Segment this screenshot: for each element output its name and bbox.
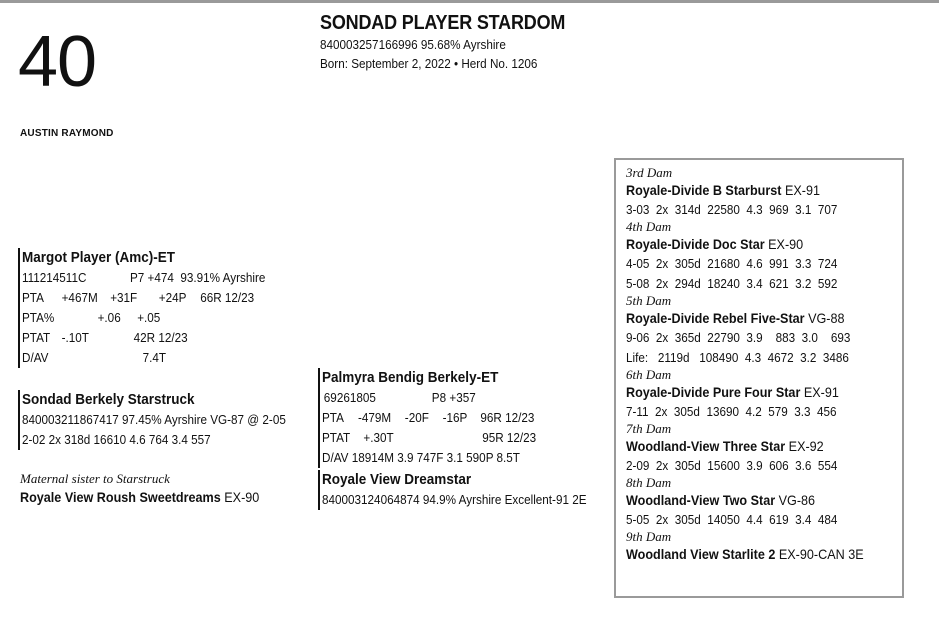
- dam-entry-lifetime-record: Life: 2119d 108490 4.3 4672 3.2 3486: [626, 350, 849, 365]
- sire-ptat-line: [22, 328, 265, 348]
- dam-entry-name: Royale-Divide Rebel Five-Star: [626, 310, 805, 326]
- sire-reg: 111214511C: [22, 270, 87, 285]
- sire-reg-line: [22, 268, 265, 288]
- dam-entry-name-line: [626, 490, 874, 510]
- sire-ptapct-line: [22, 308, 265, 328]
- dam-entry-score: EX-92: [788, 438, 824, 454]
- sister-score: EX-90: [224, 489, 260, 505]
- sire-dav-line: [22, 348, 265, 368]
- dam-entry-record: 5-05 2x 305d 14050 4.4 619 3.4 484: [626, 512, 838, 527]
- dam-entry-5th: [626, 294, 902, 368]
- sire-block: [18, 248, 292, 368]
- dam-entry-record: 5-08 2x 294d 18240 3.4 621 3.2 592: [626, 276, 838, 291]
- mgs-pta-line: [322, 408, 536, 428]
- dam-entry-6th: [626, 368, 902, 422]
- dam-entry-name-line: [626, 436, 874, 456]
- dam-generation: 3rd Dam: [626, 165, 673, 180]
- animal-name: SONDAD PLAYER STARDOM: [320, 12, 566, 34]
- dam-generation: 6th Dam: [626, 367, 672, 382]
- dam-entry-score: EX-91: [803, 384, 839, 400]
- sire-pta-m: +467M: [61, 290, 98, 305]
- dam-entry-7th: [626, 422, 902, 476]
- dam-entry-name: Woodland View Starlite 2: [626, 546, 776, 562]
- dam-generation: 4th Dam: [626, 219, 672, 234]
- sister-block: [20, 470, 286, 507]
- sire-pta-line: [22, 288, 265, 308]
- dam-entry-name-line: [626, 382, 874, 402]
- sire-ptat-rel: 42R 12/23: [133, 330, 188, 345]
- mgs-pta-rel: 96R 12/23: [480, 410, 535, 425]
- dam-entry-name-line: [626, 308, 874, 328]
- sire-pta-f: +31F: [110, 290, 138, 305]
- dam-entry-record: 7-11 2x 305d 13690 4.2 579 3.3 456: [626, 404, 837, 419]
- sire-breed: 93.91% Ayrshire: [180, 270, 266, 285]
- sire-ptat: -.10T: [61, 330, 89, 345]
- dam-entry-8th: [626, 476, 902, 530]
- animal-born-line: Born: September 2, 2022 • Herd No. 1206: [320, 56, 538, 71]
- dam-entry-score: VG-86: [778, 492, 816, 508]
- sire-dav: 7.4T: [142, 350, 167, 365]
- dam-entry-record: 3-03 2x 314d 22580 4.3 969 3.1 707: [626, 202, 838, 217]
- dam-generation: 8th Dam: [626, 475, 672, 490]
- mgs-reg-line: [322, 388, 536, 408]
- mgs-block: [318, 368, 560, 468]
- dam-generation: 7th Dam: [626, 421, 672, 436]
- mgs-ptat-label: PTAT: [322, 430, 351, 445]
- sire-pta-label: PTA: [22, 290, 44, 305]
- dam-entry-name: Woodland-View Two Star: [626, 492, 776, 508]
- dam-entry-9th: [626, 530, 902, 564]
- mgs-pta-m: -479M: [358, 410, 392, 425]
- sire-pta-rel: 66R 12/23: [200, 290, 255, 305]
- mgs-pta-label: PTA: [322, 410, 344, 425]
- mgs-p8: P8 +357: [431, 390, 476, 405]
- mgd-block: [318, 470, 616, 510]
- sister-line: [20, 488, 259, 507]
- dam-entry-name: Royale-Divide Doc Star: [626, 236, 765, 252]
- sire-ptapct-p: +.05: [137, 310, 161, 325]
- dam-entry-score: EX-90: [768, 236, 804, 252]
- dam-block: [18, 390, 315, 450]
- sire-ptapct-label: PTA%: [22, 310, 55, 325]
- dam-entry-record: 2-09 2x 305d 15600 3.9 606 3.6 554: [626, 458, 838, 473]
- sire-pta-p: +24P: [158, 290, 187, 305]
- sire-name: Margot Player (Amc)-ET: [22, 249, 176, 266]
- mgs-pta-f: -20F: [404, 410, 429, 425]
- dam-name: Sondad Berkely Starstruck: [22, 391, 195, 408]
- sire-dav-label: D/AV: [22, 350, 49, 365]
- sister-label: Maternal sister to Starstruck: [20, 471, 170, 486]
- mgs-name: Palmyra Bendig Berkely-ET: [322, 369, 499, 386]
- mgs-ptat-line: [322, 428, 536, 448]
- dam-entry-score: EX-91: [784, 182, 820, 198]
- mgd-id-line: 840003124064874 94.9% Ayrshire Excellent-91 2E: [322, 492, 587, 507]
- top-rule: [0, 0, 939, 3]
- dam-entry-score: VG-88: [808, 310, 845, 326]
- consignor-name: AUSTIN RAYMOND: [20, 128, 114, 139]
- mgs-reg: 69261805: [323, 390, 376, 405]
- sister-name: Royale View Roush Sweetdreams: [20, 489, 221, 505]
- dam-entry-name-line: [626, 544, 874, 564]
- mgd-name: Royale View Dreamstar: [322, 471, 472, 488]
- dam-entry-score: EX-90-CAN 3E: [778, 546, 864, 562]
- dam-entry-name: Royale-Divide Pure Four Star: [626, 384, 801, 400]
- animal-header: [320, 12, 593, 73]
- sire-ptapct-f: +.06: [97, 310, 121, 325]
- dam-generation: 9th Dam: [626, 529, 672, 544]
- dam-entry-record: 4-05 2x 305d 21680 4.6 991 3.3 724: [626, 256, 838, 271]
- mgs-pta-p: -16P: [442, 410, 468, 425]
- mgs-dav: D/AV 18914M 3.9 747F 3.1 590P 8.5T: [322, 450, 520, 465]
- sire-p7: P7 +474: [130, 270, 174, 285]
- dam-entry-name-line: [626, 234, 874, 254]
- dam-id-line: 840003211867417 97.45% Ayrshire VG-87 @ 2-05: [22, 412, 286, 427]
- lot-number: 40: [18, 22, 97, 102]
- dam-generation: 5th Dam: [626, 293, 672, 308]
- dam-entry-4th: [626, 220, 902, 294]
- dam-record: 2-02 2x 318d 16610 4.6 764 3.4 557: [22, 432, 211, 447]
- mgs-ptat-rel: 95R 12/23: [482, 430, 537, 445]
- dam-entry-name: Royale-Divide B Starburst: [626, 182, 782, 198]
- mgs-ptat: +.30T: [363, 430, 394, 445]
- dam-entry-record: 9-06 2x 365d 22790 3.9 883 3.0 693: [626, 330, 851, 345]
- dam-entry-3rd: [626, 166, 902, 220]
- sire-ptat-label: PTAT: [22, 330, 51, 345]
- animal-id-line: 840003257166996 95.68% Ayrshire: [320, 37, 506, 52]
- dam-entry-name-line: [626, 180, 874, 200]
- dam-pedigree-box: [614, 158, 904, 598]
- dam-entry-name: Woodland-View Three Star: [626, 438, 786, 454]
